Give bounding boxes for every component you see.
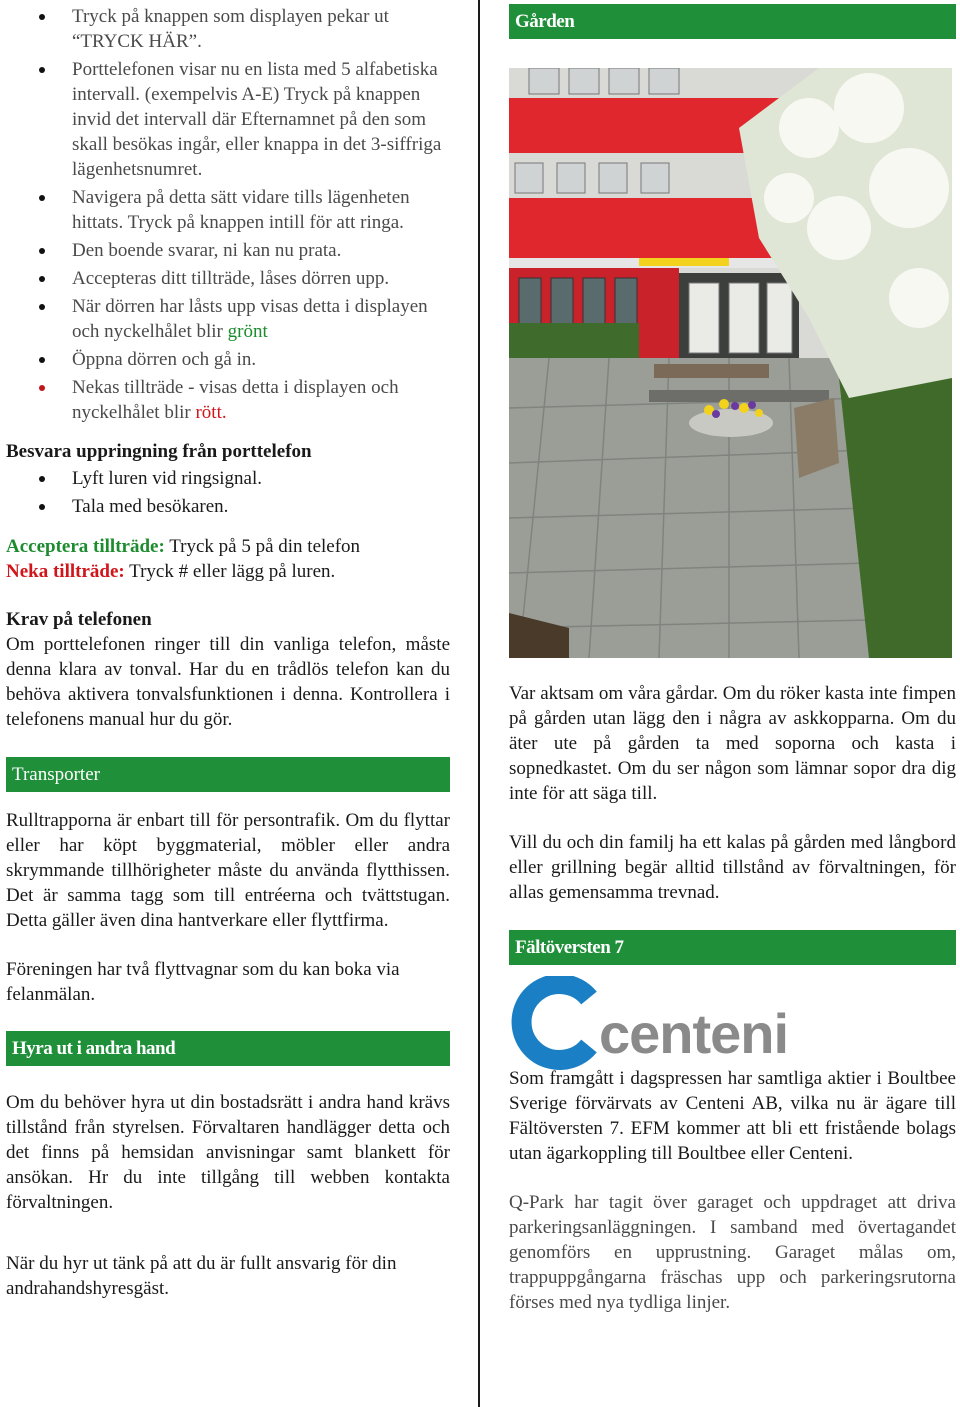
faltoversten-paragraph-2: Q-Park har tagit över garaget och uppdraget att driva parkeringsanläggningen. I samband med övertagandet genomförs en upprustning. Garaget målas om, trappuppgångarna fräschas upp och parkeringsrutorna förses med nya tydliga linjer.	[509, 1192, 956, 1313]
answer-list	[6, 466, 450, 519]
door-instruction-item: Tryck på knappen som displayen pekar ut “TRYCK HÄR”.	[6, 4, 450, 54]
left-column	[6, 4, 450, 1301]
rent-paragraph-1: Om du behöver hyra ut din bostadsrätt i andra hand krävs tillstånd från styrelsen. Förvaltaren handlägger detta och det finns på hemsidan anvisningar samt blankett för ansökan. Hr du inte tillgång till webben kontakta förvaltningen.	[6, 1092, 450, 1213]
door-instructions-list	[6, 4, 450, 425]
courtyard-photo	[509, 68, 952, 658]
faltoversten-paragraph-1: Som framgått i dagspressen har samtliga aktier i Boultbee Sverige förvärvats av Centeni AB, vilka nu är ägare till Fältöversten 7. EFM kommer att bli ett fristående bolags utan ägarkoppling till Boultbee eller Centeni.	[509, 1068, 956, 1164]
transport-paragraph-1: Rulltrapporna är enbart till för persontrafik. Om du flyttar eller har köpt byggmaterial, möbler eller andra skrymmande tillhörigheter måste du använda flytthissen. Det är samma tagg som till entréerna och tvättstugan. Detta gäller även dina hantverkare eller flyttfirma.	[6, 810, 450, 931]
door-instruction-item: Öppna dörren och gå in.	[6, 347, 450, 372]
door-instruction-item: När dörren har låsts upp visas detta i displayen och nyckelhålet blir grönt	[6, 294, 450, 344]
centeni-logo	[509, 976, 956, 1076]
right-column	[509, 4, 956, 1315]
centeni-logo-text: centeni	[599, 1002, 789, 1065]
column-divider	[478, 0, 480, 1407]
faltoversten-banner: Fältöversten 7	[509, 930, 956, 965]
answer-item: Lyft luren vid ringsignal.	[6, 466, 450, 491]
door-instruction-item: Porttelefonen visar nu en lista med 5 alfabetiska intervall. (exempelvis A-E) Tryck på knappen invid det intervall där Efternamnet på den som skall besökas ingår, eller knappa in det 3-siffriga lägenhetsnumret.	[6, 57, 450, 182]
garden-banner: Gården	[509, 4, 956, 39]
phone-heading: Krav på telefonen	[6, 609, 152, 630]
door-instruction-item: Accepteras ditt tillträde, låses dörren upp.	[6, 266, 450, 291]
transport-paragraph-2: Föreningen har två flyttvagnar som du kan boka via felanmälan.	[6, 959, 400, 1005]
transport-banner: Transporter	[6, 757, 450, 792]
rent-banner: Hyra ut i andra hand	[6, 1031, 450, 1066]
door-instruction-item: Nekas tillträde - visas detta i displayen och nyckelhålet blir rött.	[6, 375, 450, 425]
door-instruction-item: Den boende svarar, ni kan nu prata.	[6, 238, 450, 263]
deny-line: Neka tillträde: Tryck # eller lägg på luren.	[6, 561, 336, 582]
answer-heading: Besvara uppringning från porttelefon	[6, 441, 312, 462]
garden-paragraph-2: Vill du och din familj ha ett kalas på gården med långbord eller grillning begär alltid tillstånd av förvaltningen, för allas gemensamma trevnad.	[509, 832, 956, 903]
accept-line: Acceptera tillträde: Tryck på 5 på din telefon	[6, 536, 361, 557]
door-instruction-item: Navigera på detta sätt vidare tills lägenheten hittats. Tryck på knappen intill för att ringa.	[6, 185, 450, 235]
answer-item: Tala med besökaren.	[6, 494, 450, 519]
phone-text: Om porttelefonen ringer till din vanliga telefon, måste denna klara av tonval. Har du en trådlös telefon kan du behöva aktivera tonvalsfunktionen i denna. Kontrollera i telefonens manual hur du gör.	[6, 634, 450, 730]
garden-paragraph-1: Var aktsam om våra gårdar. Om du röker kasta inte fimpen på gården utan lägg den i några av askkopparna. Om du äter ute på gården ta med soporna och kasta i sopnedkastet. Om du ser någon som lämnar sopor dra dig inte för att säga till.	[509, 683, 956, 804]
courtyard-image	[509, 68, 952, 658]
rent-paragraph-2: När du hyr ut tänk på att du är fullt ansvarig för din andrahandshyresgäst.	[6, 1253, 397, 1299]
